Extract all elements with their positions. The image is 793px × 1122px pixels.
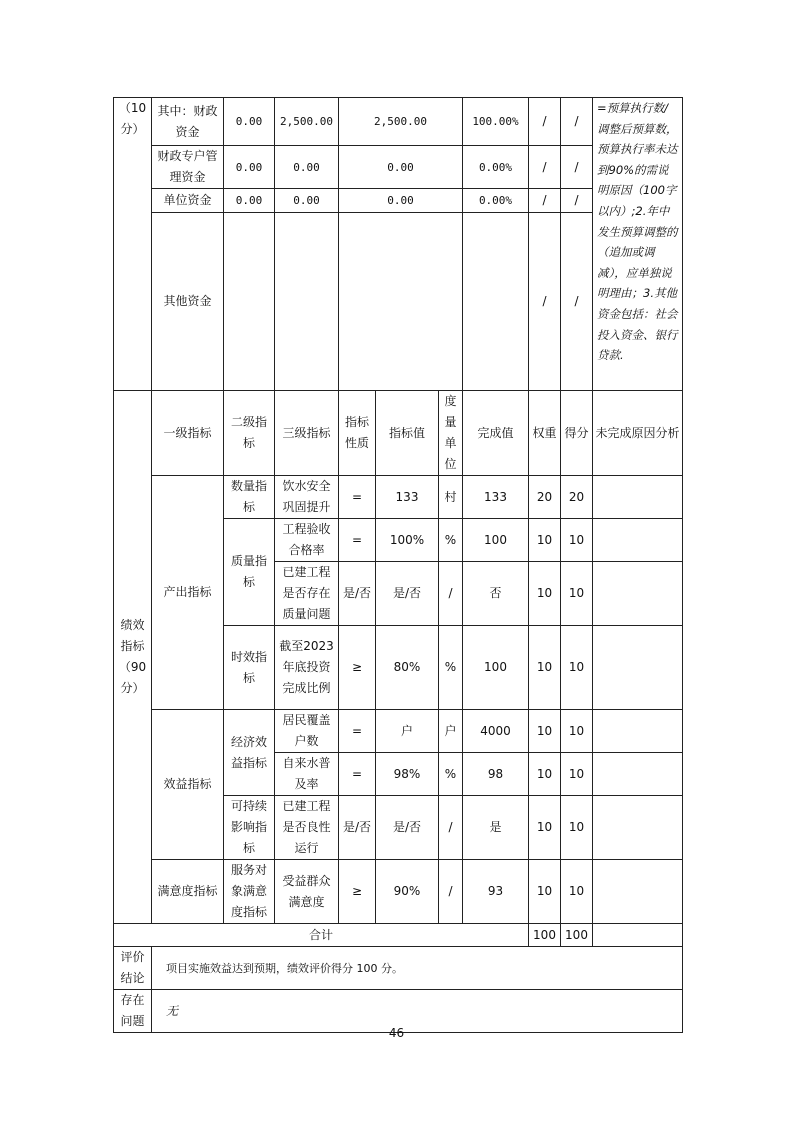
header-cell: 未完成原因分析 bbox=[593, 391, 683, 476]
fund-value: 0.00 bbox=[275, 189, 339, 213]
reason bbox=[593, 562, 683, 626]
reason bbox=[593, 626, 683, 710]
weight: 10 bbox=[529, 562, 561, 626]
fund-rate bbox=[463, 213, 529, 391]
l1-indicator: 效益指标 bbox=[152, 710, 224, 860]
unit: 村 bbox=[439, 476, 463, 519]
actual: 否 bbox=[463, 562, 529, 626]
fund-score: / bbox=[561, 189, 593, 213]
l1-indicator: 满意度指标 bbox=[152, 860, 224, 924]
target: 户 bbox=[376, 710, 439, 753]
fund-score: / bbox=[561, 213, 593, 391]
l3-indicator: 已建工程是否存在质量问题 bbox=[275, 562, 339, 626]
fund-weight: / bbox=[529, 98, 561, 146]
fund-weight: / bbox=[529, 213, 561, 391]
total-row bbox=[114, 924, 683, 947]
l3-indicator: 截至2023年底投资完成比例 bbox=[275, 626, 339, 710]
fund-value: 0.00 bbox=[339, 146, 463, 189]
conclusion-text: 项目实施效益达到预期，绩效评价得分 100 分。 bbox=[152, 947, 683, 990]
target: 80% bbox=[376, 626, 439, 710]
actual: 100 bbox=[463, 626, 529, 710]
header-cell: 二级指标 bbox=[224, 391, 275, 476]
score: 10 bbox=[561, 626, 593, 710]
l3-indicator: 饮水安全巩固提升 bbox=[275, 476, 339, 519]
fund-rate: 100.00% bbox=[463, 98, 529, 146]
total-reason bbox=[593, 924, 683, 947]
table-row bbox=[114, 860, 683, 924]
issues-label: 存在问题 bbox=[114, 990, 152, 1033]
total-score: 100 bbox=[561, 924, 593, 947]
fund-value: 2,500.00 bbox=[275, 98, 339, 146]
fund-weight: / bbox=[529, 146, 561, 189]
page-number: 46 bbox=[388, 1026, 405, 1040]
score: 20 bbox=[561, 476, 593, 519]
score: 10 bbox=[561, 860, 593, 924]
fund-value: 0.00 bbox=[224, 98, 275, 146]
fund-score: / bbox=[561, 98, 593, 146]
score: 10 bbox=[561, 562, 593, 626]
fund-value: 0.00 bbox=[224, 189, 275, 213]
target: 90% bbox=[376, 860, 439, 924]
fund-label: 其他资金 bbox=[152, 213, 224, 391]
weight: 10 bbox=[529, 860, 561, 924]
weight: 20 bbox=[529, 476, 561, 519]
nature: = bbox=[339, 519, 376, 562]
header-cell: 权重 bbox=[529, 391, 561, 476]
table-row bbox=[114, 476, 683, 519]
target: 是/否 bbox=[376, 562, 439, 626]
nature: = bbox=[339, 476, 376, 519]
score: 10 bbox=[561, 796, 593, 860]
fund-value: 0.00 bbox=[339, 189, 463, 213]
unit: 户 bbox=[439, 710, 463, 753]
score: 10 bbox=[561, 519, 593, 562]
unit: / bbox=[439, 562, 463, 626]
nature: = bbox=[339, 753, 376, 796]
reason bbox=[593, 860, 683, 924]
reason bbox=[593, 753, 683, 796]
perf-section-label: 绩效指标（90分） bbox=[114, 391, 152, 924]
conclusion-label: 评价结论 bbox=[114, 947, 152, 990]
actual: 是 bbox=[463, 796, 529, 860]
issues-text: 无 bbox=[152, 990, 683, 1033]
header-cell: 完成值 bbox=[463, 391, 529, 476]
reason bbox=[593, 796, 683, 860]
header-cell: 得分 bbox=[561, 391, 593, 476]
actual: 133 bbox=[463, 476, 529, 519]
total-label: 合计 bbox=[114, 924, 529, 947]
fund-weight: / bbox=[529, 189, 561, 213]
header-cell: 度量单位 bbox=[439, 391, 463, 476]
fund-value bbox=[339, 213, 463, 391]
l3-indicator: 已建工程是否良性运行 bbox=[275, 796, 339, 860]
l2-indicator: 可持续影响指标 bbox=[224, 796, 275, 860]
fund-label: 单位资金 bbox=[152, 189, 224, 213]
header-cell: 指标值 bbox=[376, 391, 439, 476]
weight: 10 bbox=[529, 796, 561, 860]
l3-indicator: 自来水普及率 bbox=[275, 753, 339, 796]
nature: ≥ bbox=[339, 626, 376, 710]
fund-rate: 0.00% bbox=[463, 189, 529, 213]
fund-value: 2,500.00 bbox=[339, 98, 463, 146]
fund-label: 财政专户管理资金 bbox=[152, 146, 224, 189]
unit: / bbox=[439, 796, 463, 860]
l2-indicator: 经济效益指标 bbox=[224, 710, 275, 796]
actual: 100 bbox=[463, 519, 529, 562]
actual: 4000 bbox=[463, 710, 529, 753]
fund-value bbox=[275, 213, 339, 391]
l3-indicator: 居民覆盖户数 bbox=[275, 710, 339, 753]
fund-rate: 0.00% bbox=[463, 146, 529, 189]
budget-note: =预算执行数/调整后预算数，预算执行率未达到90%的需说明原因（100字以内）;2.年中发生预算调整的（追加或调减），应单独说明理由；3.其他资金包括：社会投入资金、银行贷款. bbox=[593, 98, 683, 391]
target: 100% bbox=[376, 519, 439, 562]
reason bbox=[593, 710, 683, 753]
nature: 是/否 bbox=[339, 796, 376, 860]
performance-evaluation-table bbox=[113, 97, 683, 1033]
fund-value: 0.00 bbox=[275, 146, 339, 189]
total-weight: 100 bbox=[529, 924, 561, 947]
score: 10 bbox=[561, 710, 593, 753]
l2-indicator: 数量指标 bbox=[224, 476, 275, 519]
fund-score: / bbox=[561, 146, 593, 189]
nature: ≥ bbox=[339, 860, 376, 924]
unit: % bbox=[439, 753, 463, 796]
l1-indicator: 产出指标 bbox=[152, 476, 224, 710]
fund-value: 0.00 bbox=[224, 146, 275, 189]
weight: 10 bbox=[529, 519, 561, 562]
budget-score-label: （10分） bbox=[114, 98, 152, 391]
score: 10 bbox=[561, 753, 593, 796]
fund-label: 其中：财政资金 bbox=[152, 98, 224, 146]
reason bbox=[593, 476, 683, 519]
nature: 是/否 bbox=[339, 562, 376, 626]
fund-value bbox=[224, 213, 275, 391]
actual: 93 bbox=[463, 860, 529, 924]
weight: 10 bbox=[529, 626, 561, 710]
l2-indicator: 质量指标 bbox=[224, 519, 275, 626]
target: 133 bbox=[376, 476, 439, 519]
header-cell: 指标性质 bbox=[339, 391, 376, 476]
unit: % bbox=[439, 519, 463, 562]
l3-indicator: 受益群众满意度 bbox=[275, 860, 339, 924]
actual: 98 bbox=[463, 753, 529, 796]
nature: = bbox=[339, 710, 376, 753]
header-cell: 三级指标 bbox=[275, 391, 339, 476]
table-row bbox=[114, 710, 683, 753]
unit: % bbox=[439, 626, 463, 710]
l3-indicator: 工程验收合格率 bbox=[275, 519, 339, 562]
unit: / bbox=[439, 860, 463, 924]
target: 是/否 bbox=[376, 796, 439, 860]
reason bbox=[593, 519, 683, 562]
weight: 10 bbox=[529, 753, 561, 796]
weight: 10 bbox=[529, 710, 561, 753]
l2-indicator: 服务对象满意度指标 bbox=[224, 860, 275, 924]
header-cell: 一级指标 bbox=[152, 391, 224, 476]
l2-indicator: 时效指标 bbox=[224, 626, 275, 710]
target: 98% bbox=[376, 753, 439, 796]
